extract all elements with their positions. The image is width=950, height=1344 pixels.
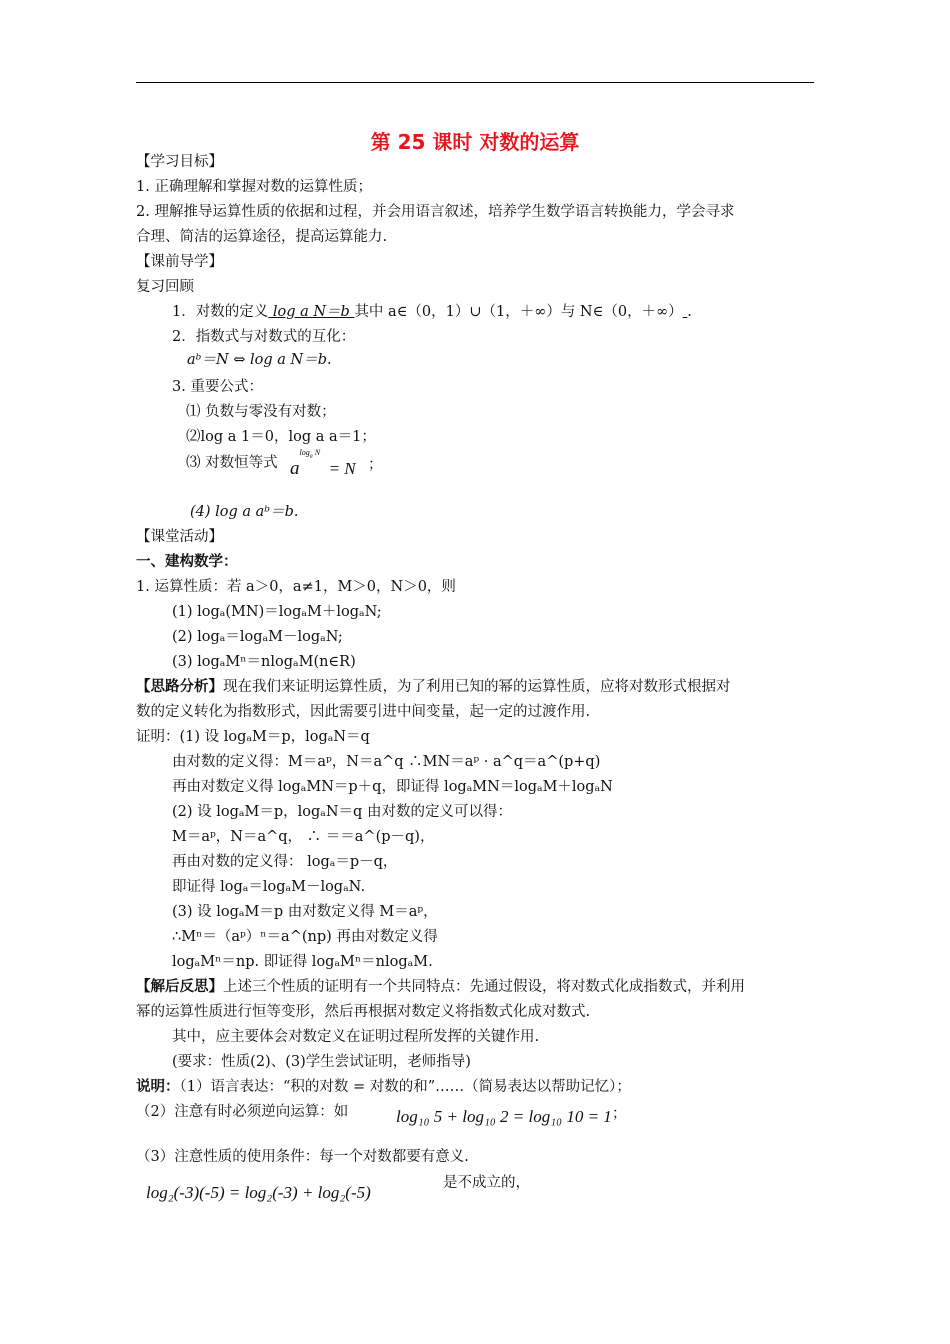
proof-line-7: 即证得 logₐ＝logₐM－logₐN. xyxy=(172,879,366,895)
review-heading: 复习回顾 xyxy=(136,279,194,295)
formula-item-3-end: ； xyxy=(368,457,383,473)
proof-line-6: 再由对数的定义得： logₐ＝p－q， xyxy=(172,854,398,870)
goal-1: 1. 正确理解和掌握对数的运算性质； xyxy=(136,179,372,195)
note-line-3: （3）注意性质的使用条件：每一个对数都要有意义. xyxy=(136,1149,469,1165)
proof-line-1: 证明：(1) 设 logₐM＝p，logₐN＝q xyxy=(136,729,370,745)
formula-item-1: ⑴ 负数与零没有对数； xyxy=(186,404,336,420)
log-definition-blank: log a N＝b xyxy=(268,304,355,320)
property-1: (1) logₐ(MN)＝logₐM＋logₐN; xyxy=(172,604,382,620)
header-rule xyxy=(136,82,814,83)
page-title: 第 25 课时 对数的运算 xyxy=(370,130,580,154)
property-intro: 1. 运算性质：若 a＞0，a≠1，M＞0，N＞0，则 xyxy=(136,579,456,595)
goal-2-line-1: 2. 理解推导运算性质的依据和过程，并会用语言叙述，培养学生数学语言转换能力，学会寻求 xyxy=(136,204,735,220)
note-line-2: （2）注意有时必须逆向运算：如 xyxy=(136,1104,349,1120)
review-item-1-label: 1．对数的定义 xyxy=(172,304,269,320)
reflection-line-4: (要求：性质(2)、(3)学生尝试证明，老师指导) xyxy=(172,1054,471,1070)
proof-line-2: 由对数的定义得：M＝aᵖ，N＝a^q ∴MN＝aᵖ · a^q＝a^(p+q) xyxy=(172,754,601,770)
analysis-line-1: 【思路分析】现在我们来证明运算性质，为了利用已知的幂的运算性质，应将对数形式根据对 xyxy=(136,678,731,695)
note-line-2-end: ； xyxy=(612,1106,627,1122)
note-line-3-end: 是不成立的， xyxy=(443,1175,530,1191)
formula-item-3-label: ⑶ 对数恒等式 xyxy=(186,455,278,471)
proof-line-5: M＝aᵖ，N＝a^q， ∴ ＝＝a^(p－q)， xyxy=(172,829,435,845)
log-identity-formula: $a^{log_a N} = N$ xyxy=(290,448,356,479)
review-item-1: 1．对数的定义 log a N＝b 其中 a∈（0，1）∪（1，＋∞）与 N∈（0，＋∞） . xyxy=(172,304,692,320)
proof-line-4: (2) 设 logₐM＝p，logₐN＝q 由对数的定义可以得： xyxy=(172,804,512,820)
exp-log-conversion-formula: aᵇ＝N ⇔ log a N＝b. xyxy=(187,352,332,368)
review-item-2: 2．指数式与对数式的互化： xyxy=(172,329,356,345)
section-heading-preview: 【课前导学】 xyxy=(136,254,223,270)
reverse-operation-formula: log₁₀ 5 + log₁₀ 2 = log₁₀ 10 = 1 xyxy=(396,1107,612,1126)
review-item-3: 3. 重要公式： xyxy=(172,379,263,395)
goal-2-line-2: 合理、简洁的运算途径，提高运算能力. xyxy=(136,229,388,245)
reflection-line-3: 其中，应主要体会对数定义在证明过程所发挥的关键作用. xyxy=(172,1029,540,1045)
proof-line-10: logₐMⁿ＝np. 即证得 logₐMⁿ＝nlogₐM. xyxy=(172,954,433,970)
subsection-construct: 一、建构数学： xyxy=(136,553,238,570)
section-heading-goals: 【学习目标】 xyxy=(136,154,223,170)
property-3: (3) logₐMⁿ＝nlogₐM(n∈R) xyxy=(172,654,356,670)
proof-line-3: 再由对数定义得 logₐMN＝p＋q，即证得 logₐMN＝logₐM＋logₐN xyxy=(172,779,613,795)
review-item-1-rest: 其中 a∈（0，1）∪（1，＋∞）与 N∈（0，＋∞） xyxy=(354,304,683,320)
formula-item-4: (4) log a aᵇ＝b. xyxy=(190,504,299,520)
proof-line-9: ∴Mⁿ＝（aᵖ）ⁿ＝a^(np) 再由对数定义得 xyxy=(172,929,438,945)
note-line-1: 说明：（1）语言表达：“积的对数 = 对数的和”……（简易表达以帮助记忆）； xyxy=(136,1078,631,1095)
note-label: 说明： xyxy=(136,1078,180,1095)
analysis-line-2: 数的定义转化为指数形式，因此需要引进中间变量，起一定的过渡作用. xyxy=(136,704,591,720)
reflection-line-2: 幂的运算性质进行恒等变形，然后再根据对数定义将指数式化成对数式. xyxy=(136,1004,591,1020)
property-2: (2) logₐ＝logₐM－logₐN; xyxy=(172,629,343,645)
section-heading-class: 【课堂活动】 xyxy=(136,529,223,545)
invalid-example-formula: log₂(-3)(-5) = log₂(-3) + log₂(-5) xyxy=(146,1183,371,1202)
formula-item-2: ⑵log a 1＝0，log a a＝1； xyxy=(186,429,376,445)
proof-line-8: (3) 设 logₐM＝p 由对数定义得 M＝aᵖ， xyxy=(172,904,438,920)
analysis-label: 【思路分析】 xyxy=(136,678,223,695)
reflection-label: 【解后反思】 xyxy=(136,978,223,995)
reflection-line-1: 【解后反思】上述三个性质的证明有一个共同特点：先通过假设，将对数式化成指数式，并利用 xyxy=(136,978,745,995)
